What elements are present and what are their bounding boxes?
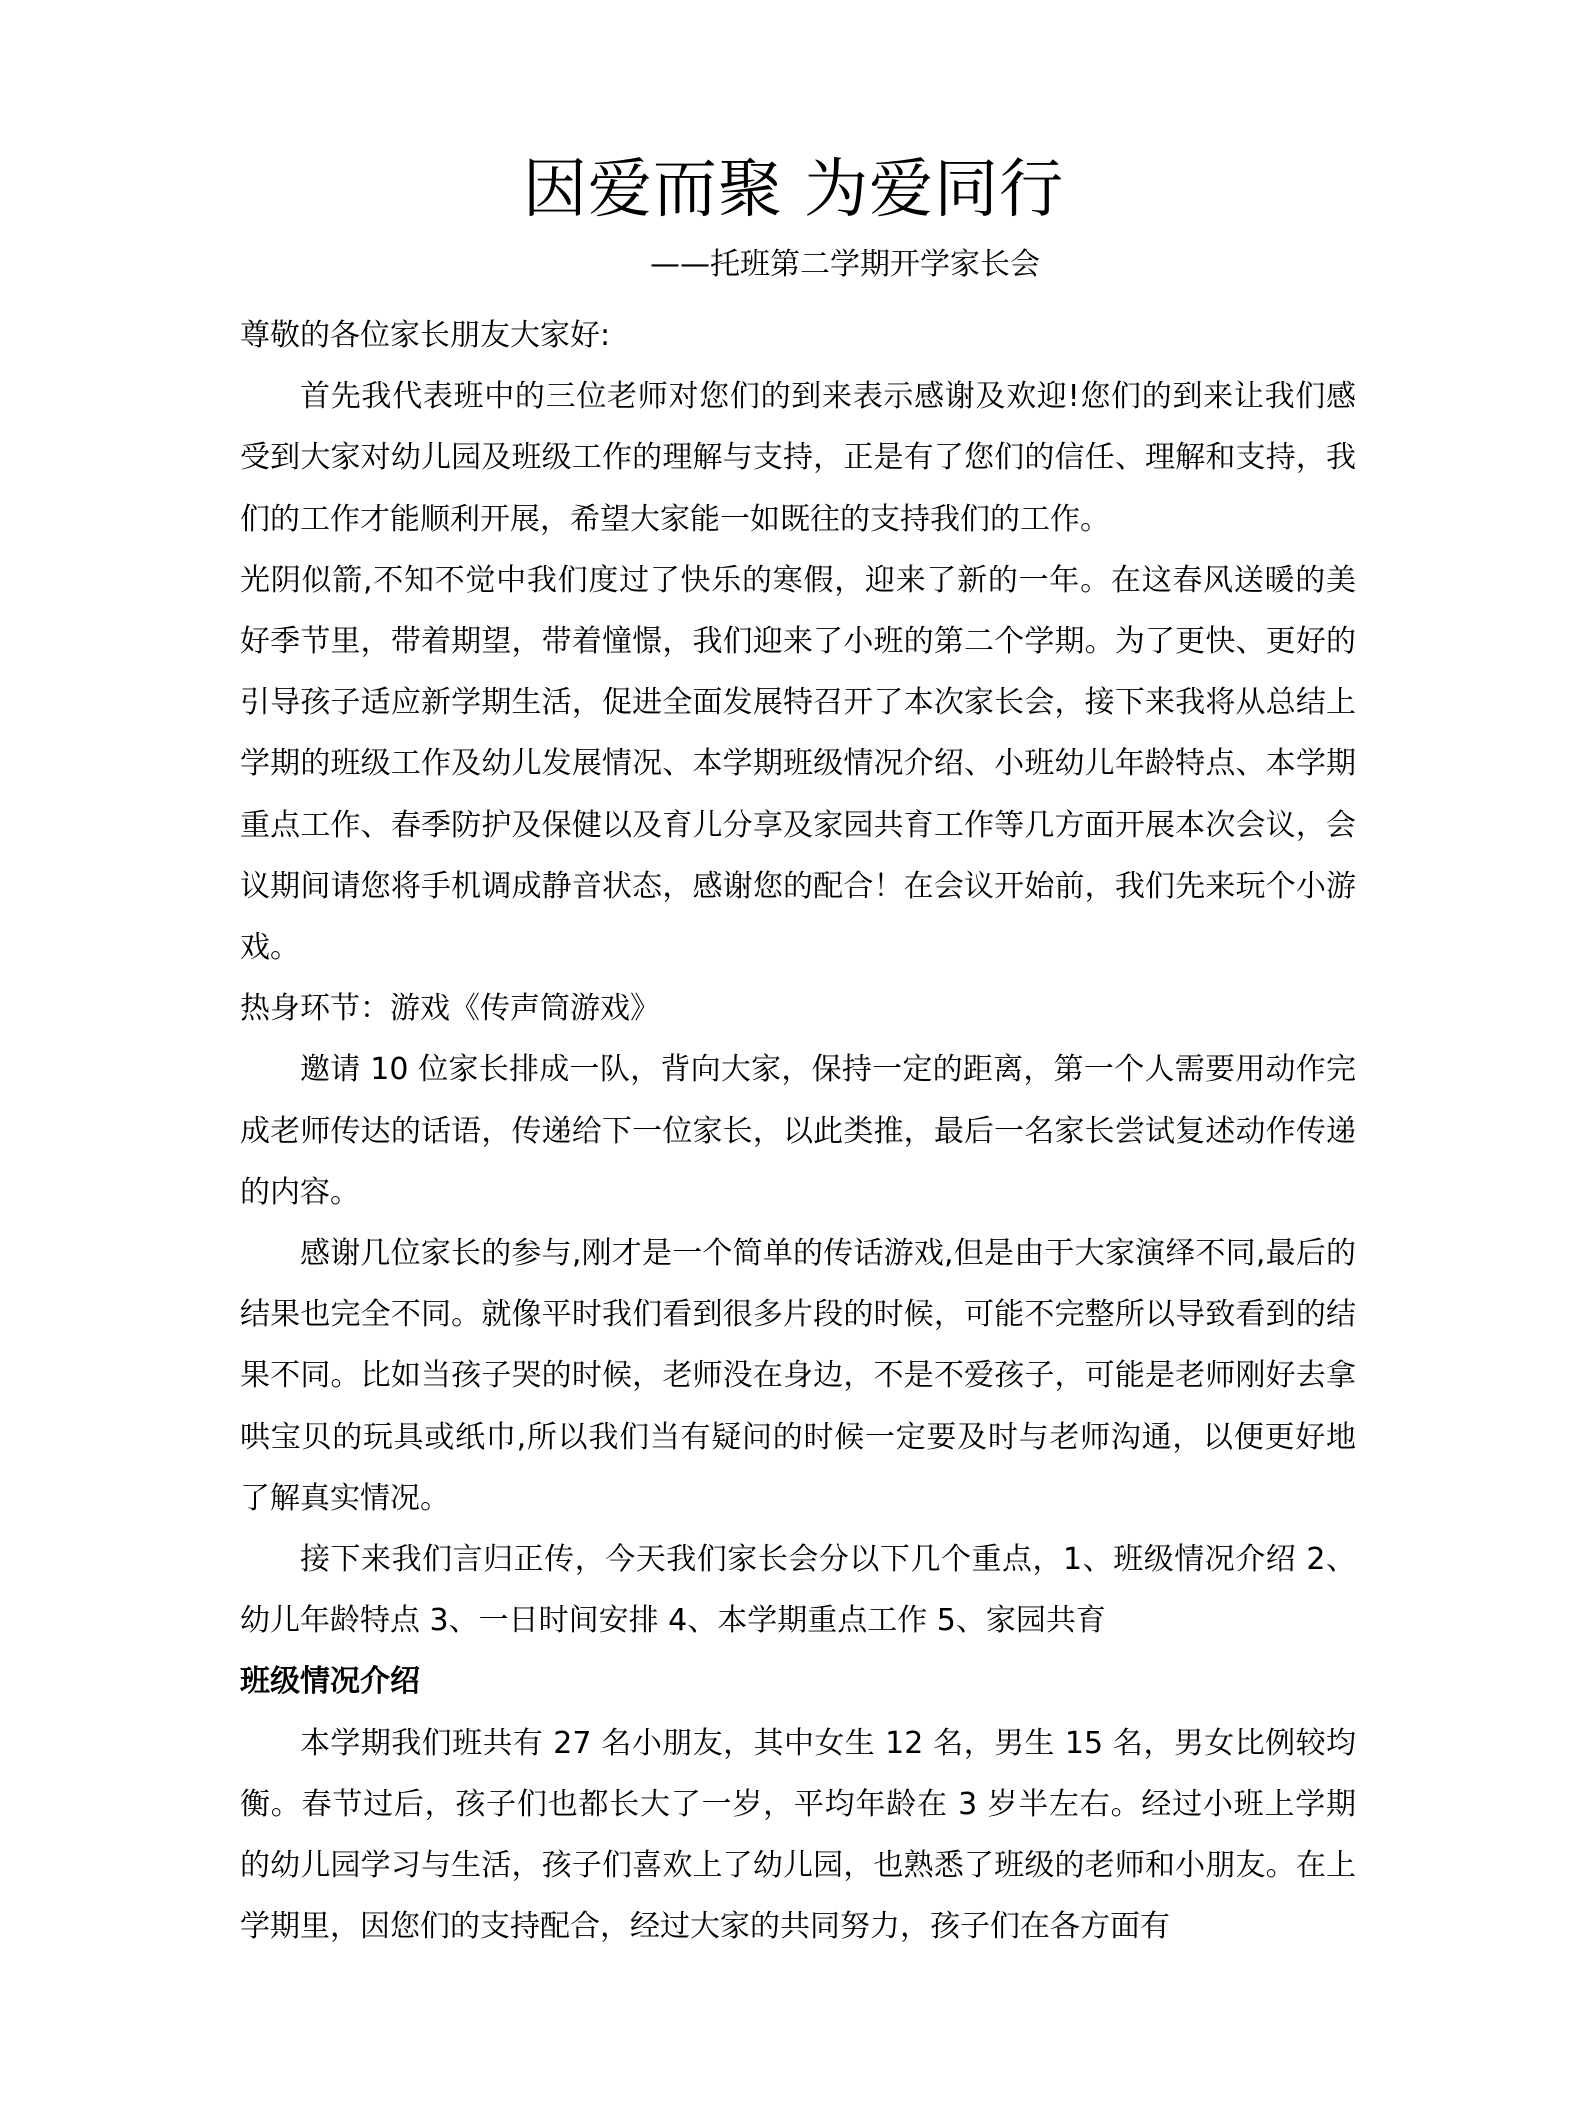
greeting: 尊敬的各位家长朋友大家好: [240,318,611,353]
paragraph-introduction: 光阴似箭,不知不觉中我们度过了快乐的寒假，迎来了新的一年。在这春风送暖的美好季节里，带着期望，带着憧憬，我们迎来了小班的第二个学期。为了更快、更好的引导孩子适应新学期生活，促进全面发展特召开了本次家长会，接下来我将从总结上学期的班级工作及幼儿发展情况、本学期班级情况介绍、小班幼儿年龄特点、本学期重点工作、春季防护及保健以及育儿分享及家园共育工作等几方面开展本次会议，会议期间请您将手机调成静音状态，感谢您的配合！在会议开始前，我们先来玩个小游戏。 [240,562,1356,966]
paragraph-class-info: 本学期我们班共有 27 名小朋友，其中女生 12 名，男生 15 名，男女比例较均衡。春节过后，孩子们也都长大了一岁，平均年龄在 3 岁半左右。经过小班上学期的幼儿园学习与生活，孩子们喜欢上了幼儿园，也熟悉了班级的老师和小朋友。在上学期里，因您们的支持配合，经过大家的共同努力，孩子们在各方面有 [240,1725,1356,1945]
section-warmup-game: 热身环节：游戏《传声筒游戏》 [240,991,660,1027]
document-title: 因爱而聚 为爱同行 [522,153,1065,227]
document-subtitle: ——托班第二学期开学家长会 [650,247,1040,282]
paragraph-game-rules: 邀请 10 位家长排成一队，背向大家，保持一定的距离，第一个人需要用动作完成老师传达的话语，传递给下一位家长，以此类推，最后一名家长尝试复述动作传递的内容。 [240,1052,1356,1210]
document-body [240,305,1356,1957]
section-heading-class-info: 班级情况介绍 [240,1664,420,1700]
paragraph-agenda: 接下来我们言归正传，今天我们家长会分以下几个重点，1、班级情况介绍 2、幼儿年龄特点 3、一日时间安排 4、本学期重点工作 5、家园共育 [240,1542,1356,1639]
paragraph-welcome: 首先我代表班中的三位老师对您们的到来表示感谢及欢迎!您们的到来让我们感受到大家对幼儿园及班级工作的理解与支持，正是有了您们的信任、理解和支持，我们的工作才能顺利开展，希望大家能一如既往的支持我们的工作。 [240,379,1356,537]
paragraph-game-reflection: 感谢几位家长的参与,刚才是一个简单的传话游戏,但是由于大家演绎不同,最后的结果也完全不同。就像平时我们看到很多片段的时候，可能不完整所以导致看到的结果不同。比如当孩子哭的时候，老师没在身边，不是不爱孩子，可能是老师刚好去拿哄宝贝的玩具或纸巾,所以我们当有疑问的时候一定要及时与老师沟通，以便更好地了解真实情况。 [240,1236,1356,1516]
